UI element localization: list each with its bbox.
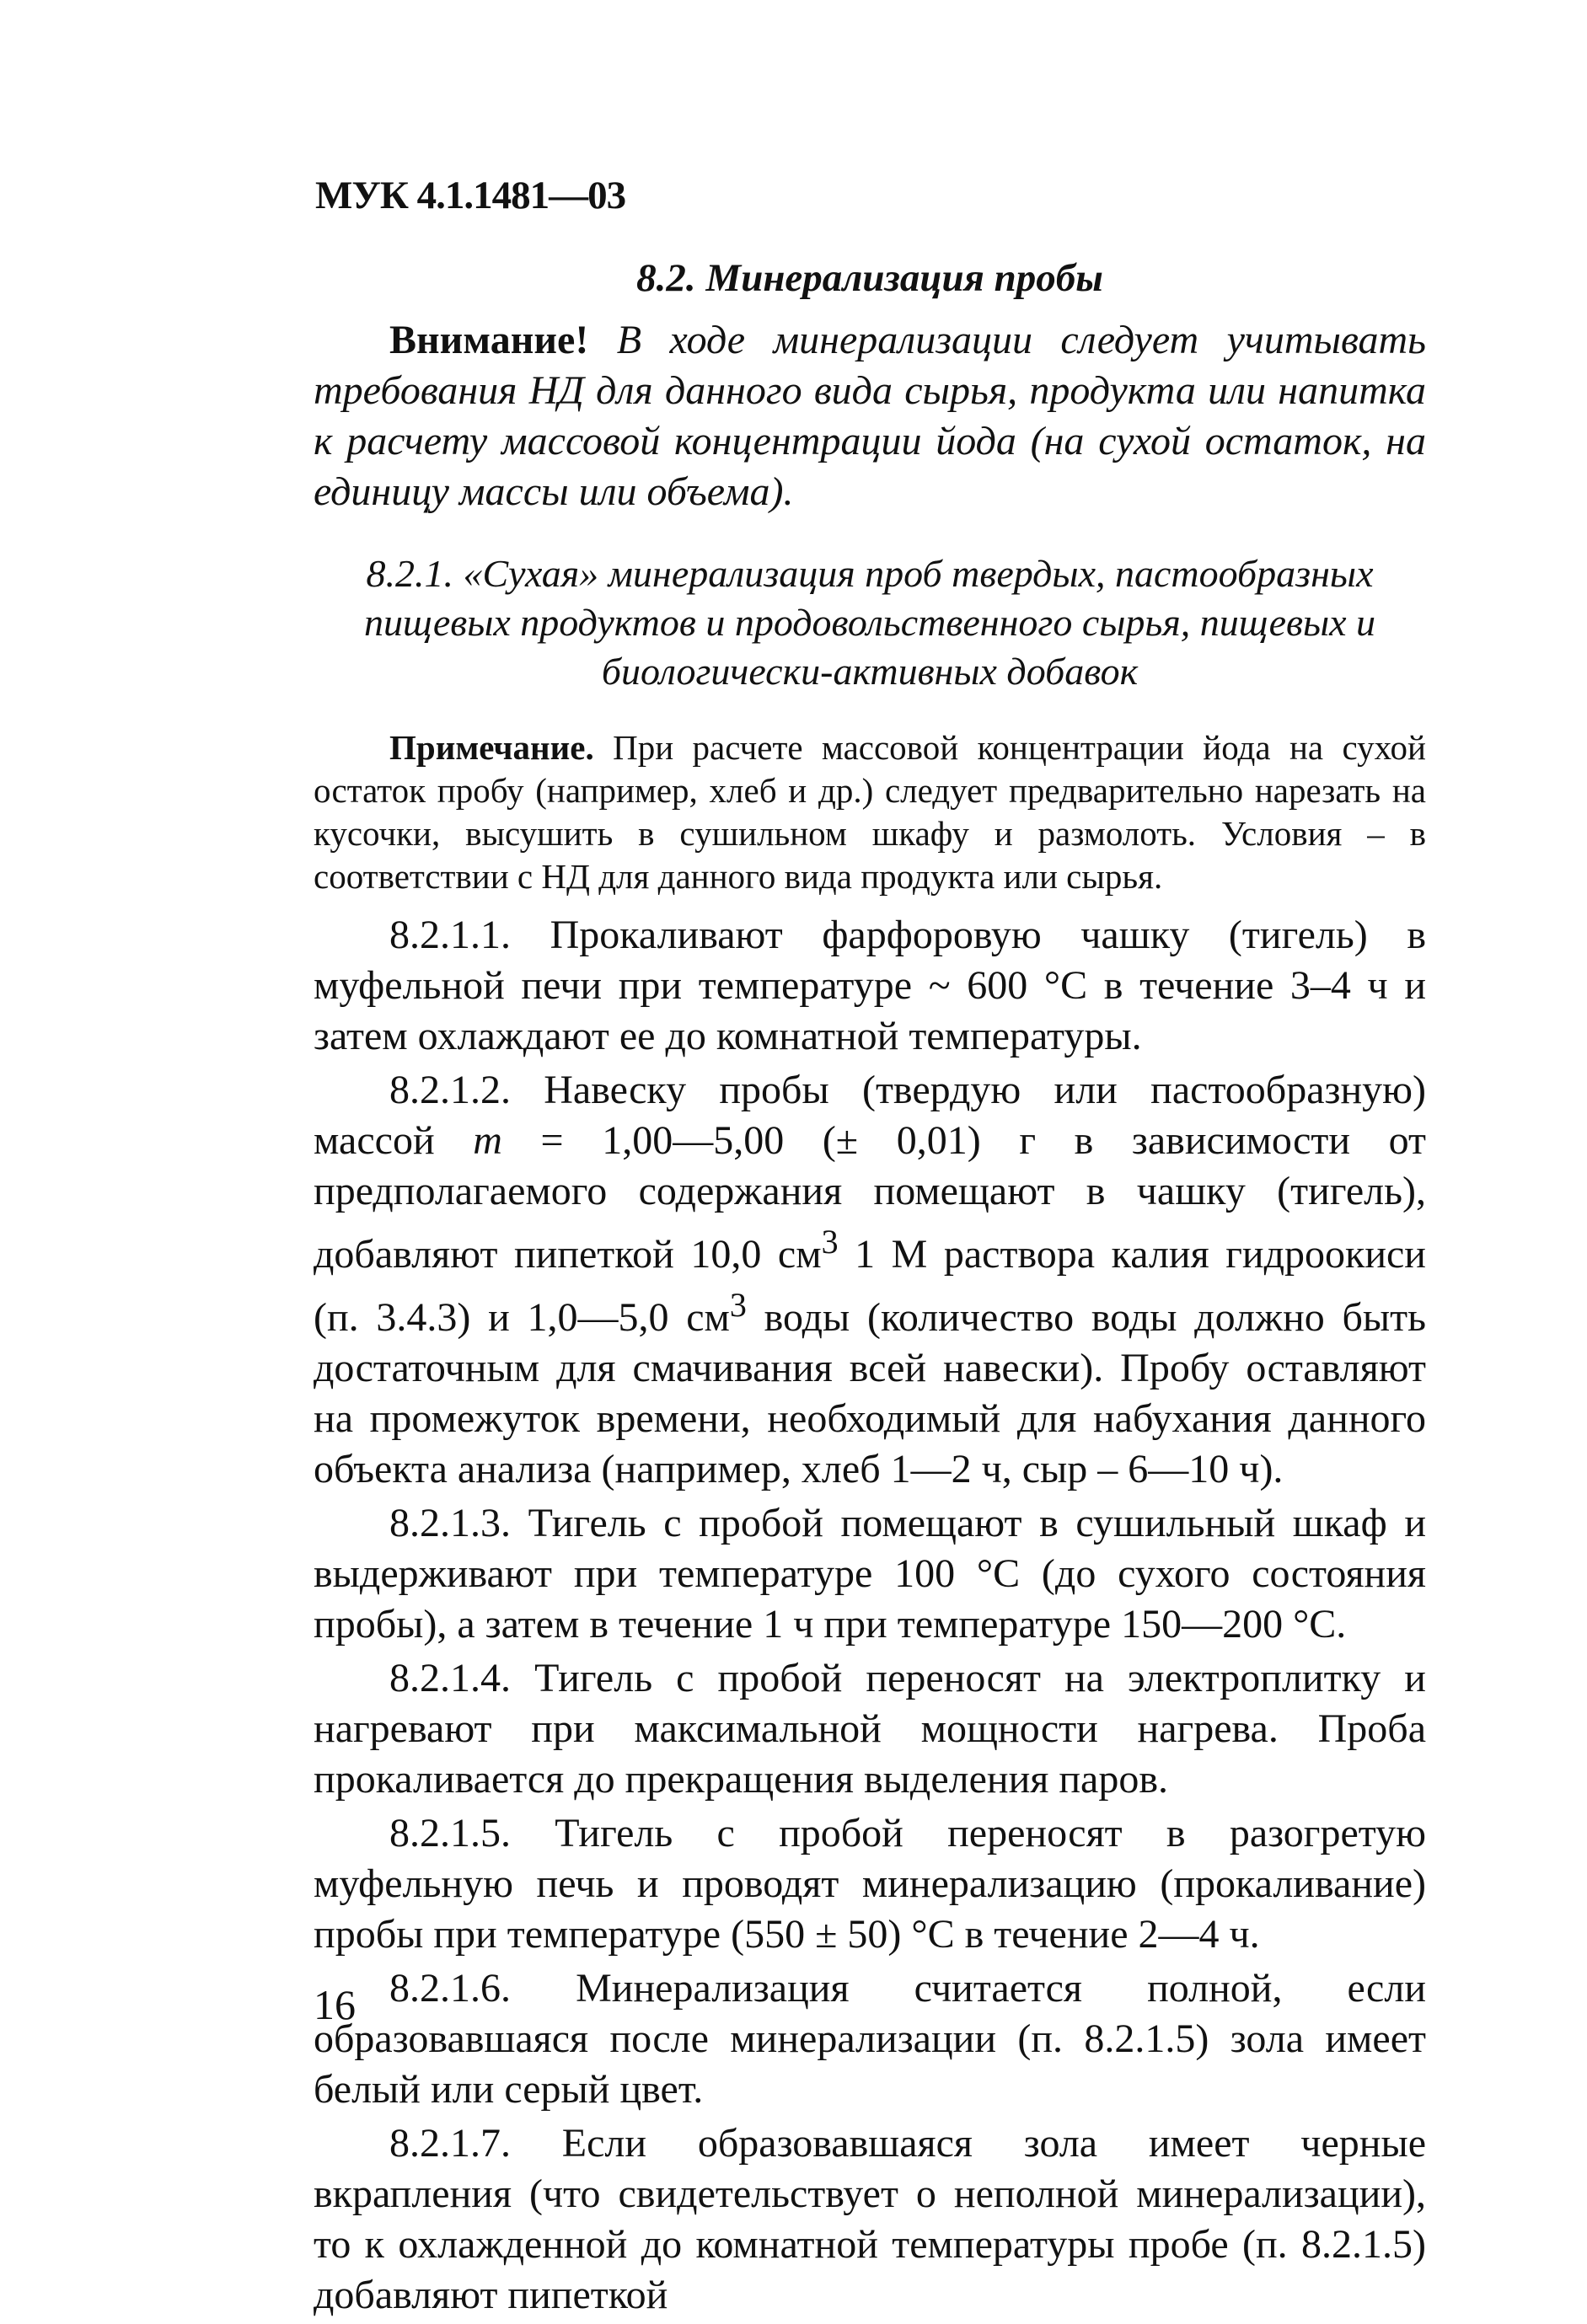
section-title: 8.2. Минерализация пробы xyxy=(636,256,1103,300)
paragraph-8-2-1-6: 8.2.1.6. Минерализация считается полной, если образовавшаяся после минерализации (п. 8.2.1.5) зола имеет белый или серый цвет. xyxy=(314,1966,1426,2112)
paragraph-8-2-1-4: 8.2.1.4. Тигель с пробой переносят на электроплитку и нагревают при максимальной мощности нагрева. Проба прокаливается до прекращения выделения паров. xyxy=(314,1656,1426,1802)
note-text: При расчете массовой концентрации йода на сухой остаток пробу (например, хлеб и др.) следует предварительно нарезать на кусочки, высушить в сушильном шкафу и размолоть. Условия – в соответствии с НД для данного вида продукта или сырья. xyxy=(314,728,1426,896)
paragraph-8-2-1-1: 8.2.1.1. Прокаливают фарфоровую чашку (тигель) в муфельной печи при температуре ~ 600 °С в течение 3–4 ч и затем охлаждают ее до комнатной температуры. xyxy=(314,913,1426,1058)
attention-label: Внимание! xyxy=(389,318,589,362)
note-paragraph xyxy=(314,726,1426,898)
attention-paragraph xyxy=(314,315,1426,517)
paragraph-8-2-1-2: 8.2.1.2. Навеску пробы (твердую или пастообразную) массой m = 1,00—5,00 (± 0,01) г в зависимости от предполагаемого содержания помещают в чашку (тигель), добавляют пипеткой 10,0 $см^3$ 1 М раствора калия гидроокиси (п. 3.4.3) и 1,0—5,0 $см^3$ воды (количество воды должно быть достаточным для смачивания всей навески). Пробу оставляют на промежуток времени, необходимый для набухания данного объекта анализа (например, хлеб 1—2 ч, сыр – 6—10 ч). xyxy=(314,1068,1427,1491)
page-number: 16 xyxy=(314,1981,356,2028)
doc-code-header: МУК 4.1.1481—03 xyxy=(315,174,626,217)
paragraph-8-2-1-7: 8.2.1.7. Если образовавшаяся зола имеет черные вкрапления (что свидетельствует о неполной минерализации), то к охлажденной до комнатной температуры пробе (п. 8.2.1.5) добавляют пипеткой xyxy=(314,2121,1426,2317)
subsection-title: 8.2.1. «Сухая» минерализация проб твердых, пастообразных пищевых продуктов и продовольственного сырья, пищевых и биологически-активных добавок xyxy=(363,552,1376,693)
paragraph-8-2-1-5: 8.2.1.5. Тигель с пробой переносят в разогретую муфельную печь и проводят минерализацию (прокаливание) пробы при температуре (550 ± 50) °С в течение 2—4 ч. xyxy=(314,1811,1426,1957)
note-label: Примечание. xyxy=(389,728,594,767)
attention-text: В ходе минерализации следует учитывать требования НД для данного вида сырья, продукта или напитка к расчету массовой концентрации йода (на сухой остаток, на единицу массы или объема). xyxy=(314,318,1426,514)
paragraph-8-2-1-3: 8.2.1.3. Тигель с пробой помещают в сушильный шкаф и выдерживают при температуре 100 °С (до сухого состояния пробы), а затем в течение 1 ч при температуре 150—200 °С. xyxy=(314,1501,1426,1647)
page-body xyxy=(314,253,1426,2324)
